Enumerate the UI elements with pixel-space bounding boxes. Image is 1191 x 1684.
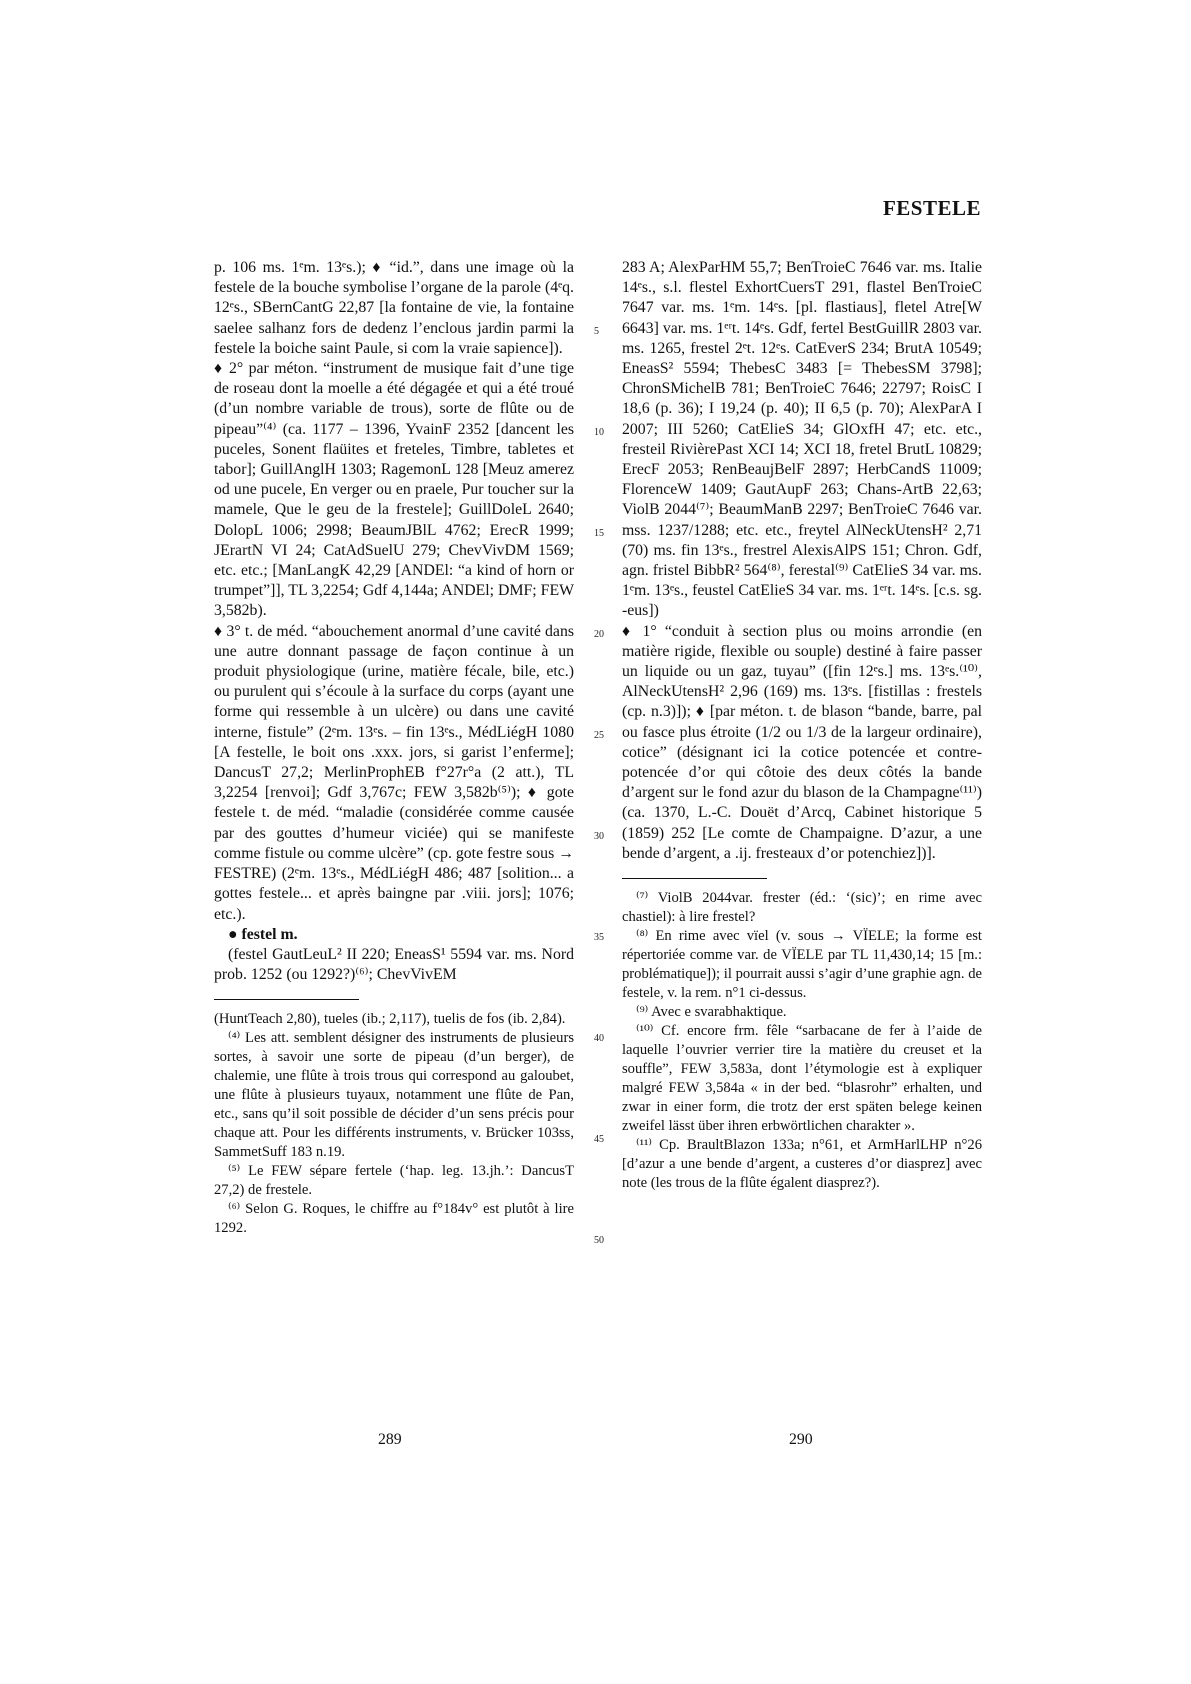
footnote-5: ⁽⁵⁾ Le FEW sépare fertele (‘hap. leg. 13.jh.’: DancusT 27,2) de frestele. (214, 1163, 574, 1199)
sense-2-paragraph: ♦ 2° par méton. “instrument de musique fait d’une tige de roseau dont la moelle a été dégagée et qui a été troué (d’un nombre variable de trous), sorte de flûte ou de pipeau”⁽⁴⁾ (ca. 1177 – 1396, YvainF 2352 [dancent les puceles, Sonent flaüites et freteles, Timbre, tabletes et tabor]; GuillAnglH 1303; RagemonL 128 [Meuz amerez od une pucele, En verger ou en praele, Pur toucher sur la mamele, Que le geu de la frestele]; GuillDoleL 2640; DolopL 1006; 2998; BeaumJBlL 4762; ErecR 1999; JErartN VI 24; CatAdSuelU 279; ChevVivDM 1569; etc. etc.; [ManLangK 42,29 [ANDEl: “a kind of horn or trumpet”]], TL 3,2254; Gdf 4,144a; ANDEl; DMF; FEW 3,582b). (214, 360, 574, 620)
subentry-heading: ● festel m. (228, 925, 298, 943)
forms-paragraph: 283 A; AlexParHM 55,7; BenTroieC 7646 var. ms. Italie 14ᵉs., s.l. flestel ExhortCuersT 291, flastel BenTroieC 7647 var. ms. 1ᵉm. 14ᵉs. [pl. flastiaus], fletel Atre[W 6643] var. ms. 1ᵉʳt. 14ᵉs. Gdf, fertel BestGuillR 2803 var. ms. 1265, frestel 2ᵉt. 12ᵉs. CatEverS 234; BrutA 10549; EneasS² 5594; ThebesC 3483 [= ThebesSM 3798]; ChronSMichelB 781; BenTroieC 7646; 22797; RoisC I 18,6 (p. 36); I 19,24 (p. 40); II 6,5 (p. 70); AlexParA I 2007; III 5260; CatElieS 34; GlOxfH 47; etc. etc., fresteil RivièrePast XCI 14; XCI 18, fretel BrutL 10829; ErecF 2053; RenBeaujBelF 2897; HerbCandS 11009; FlorenceW 1409; GautAupF 263; Chans-ArtB 22,63; ViolB 2044⁽⁷⁾; BeaumManB 2297; BenTroieC 7646 var. mss. 1237/1288; etc. etc., freytel AlNeckUtensH² 2,71 (70) ms. fin 13ᵉs., frestrel AlexisAlPS 151; Chron. Gdf, agn. fristel BibbR² 564⁽⁸⁾, ferestal⁽⁹⁾ CatElieS 34 var. ms. 1ᵉm. 13ᵉs., feustel CatElieS 34 var. ms. 1ᵉʳt. 14ᵉs. [c.s. sg. -eus]) (622, 259, 982, 620)
line-number: 15 (594, 528, 604, 539)
line-number: 45 (594, 1134, 604, 1145)
sense-1-paragraph: ♦ 1° “conduit à section plus ou moins arrondie (en matière rigide, flexible ou souple) destiné à faire passer un liquide ou un gaz, tuyau” ([fin 12ᵉs.] ms. 13ᵉs.⁽¹⁰⁾, AlNeckUtensH² 2,96 (169) ms. 13ᵉs. [fistillas : frestels (cp. n.3)]); ♦ [par méton. t. de blason “bande, barre, pal ou fasce plus étroite (1/2 ou 1/3 de la largeur ordinaire), cotice” (désignant ici la cotice potencée et contre-potencée d’or qui côtoie des deux côtés la bande d’argent sur le fond azur du blason de la Champagne⁽¹¹⁾) (ca. 1370, L.-C. Douët d’Arcq, Cabinet historique 5 (1859) 252 [Le comte de Champaigne. D’azur, a une bende d’argent, a .ij. fresteaux d’or potenchiez])]. (622, 622, 982, 862)
forms-paragraph: (festel GautLeuL² II 220; EneasS¹ 5594 var. ms. Nord prob. 1252 (ou 1292?)⁽⁶⁾; ChevVivEM (214, 945, 574, 984)
line-number: 25 (594, 730, 604, 741)
line-number: 40 (594, 1033, 604, 1044)
line-number: 20 (594, 629, 604, 640)
footnote-continuation: (HuntTeach 2,80), tueles (ib.; 2,117), tuelis de fos (ib. 2,84). (214, 1011, 566, 1028)
right-column (622, 258, 982, 1193)
footnote-8: ⁽⁸⁾ En rime avec vïel (v. sous → VÏELE; la forme est répertoriée comme var. de VÏELE par TL 11,430,14; 15 [m.: problématique]); il pourrait aussi s’agir d’une graphie agn. de festele, v. la rem. n°1 ci-dessus. (622, 928, 982, 1002)
footnote-rule (214, 999, 359, 1000)
line-number: 10 (594, 427, 604, 438)
line-number: 50 (594, 1235, 604, 1246)
left-column (214, 258, 574, 1238)
page-number-right: 290 (789, 1431, 813, 1448)
footnote-7: ⁽⁷⁾ ViolB 2044var. frester (éd.: ‘(sic)’; en rime avec chastiel): à lire frestel? (622, 890, 982, 926)
footnote-6: ⁽⁶⁾ Selon G. Roques, le chiffre au f°184v° est plutôt à lire 1292. (214, 1201, 574, 1237)
footnote-4: ⁽⁴⁾ Les att. semblent désigner des instruments de plusieurs sortes, à savoir une sorte de pipeau (d’un berger), de chalemie, une flûte à trois trous qui correspond au galoubet, une flûte à plusieurs tuyaux, notamment une flûte de Pan, etc., sans qu’il soit possible de décider d’un sens précis pour chaque att. Pour les différents instruments, v. Brücker 103ss, SammetSuff 183 n.19. (214, 1030, 574, 1161)
footnote-9: ⁽⁹⁾ Avec e svarabhaktique. (636, 1004, 787, 1021)
line-numbers (594, 258, 614, 1258)
footnote-rule (622, 878, 767, 879)
sense-3-paragraph: ♦ 3° t. de méd. “abouchement anormal d’une cavité dans une autre donnant passage de façon continue à un produit physiologique (urine, matière fécale, bile, etc.) ou purulent qui s’écoule à la surface du corps (ayant une forme qui ressemble à un ulcère) ou dans une cavité interne, fistule” (2ᵉm. 13ᵉs. – fin 13ᵉs., MédLiégH 1080 [A festelle, le boit ons .xxx. jors, si garist l’enferme]; DancusT 27,2; MerlinProphEB f°27r°a (2 att.), TL 3,2254 [renvoi]; Gdf 3,767c; FEW 3,582b⁽⁵⁾); ♦ gote festele t. de méd. “maladie (considérée comme causée par des gouttes d’humeur viciée) qui se manifeste comme fistule ou comme ulcère” (cp. gote festre sous → FESTRE) (2ᵉm. 13ᵉs., MédLiégH 486; 487 [solition... a gottes festele... et après baingne par .viii. jors]; 1076; etc.). (214, 622, 574, 923)
page-number-left: 289 (378, 1431, 402, 1448)
line-number: 35 (594, 932, 604, 943)
footnote-10: ⁽¹⁰⁾ Cf. encore frm. fêle “sarbacane de fer à l’aide de laquelle l’ouvrier verrier tire la matière du creuset et la souffle”, FEW 3,583a, dont l’étymologie est à expliquer malgré FEW 3,584a « in der bed. “blasrohr” erhalten, und zwar in einer form, die trotz der erst späten belege keinen zweifel lässt über ihren erbwörtlichen charakter ». (622, 1023, 982, 1135)
running-head: FESTELE (882, 196, 981, 220)
footnote-11: ⁽¹¹⁾ Cp. BraultBlazon 133a; n°61, et ArmHarlLHP n°26 [d’azur a une bende d’argent, a custeres d’or diasprez] avec note (les trous de la flûte égalent diasprez?). (622, 1137, 982, 1192)
line-number: 30 (594, 831, 604, 842)
line-number: 5 (594, 326, 599, 337)
paragraph: p. 106 ms. 1ᵉm. 13ᵉs.); ♦ “id.”, dans une image où la festele de la bouche symbolise l’organe de la parole (4ᵉq. 12ᵉs., SBernCantG 22,87 [la fontaine de vie, la fontaine saelee salhanz fors de dedenz l’enclous jardin parmi la festele la boiche saint Paule, si com la vraie sapience]). (214, 259, 574, 357)
